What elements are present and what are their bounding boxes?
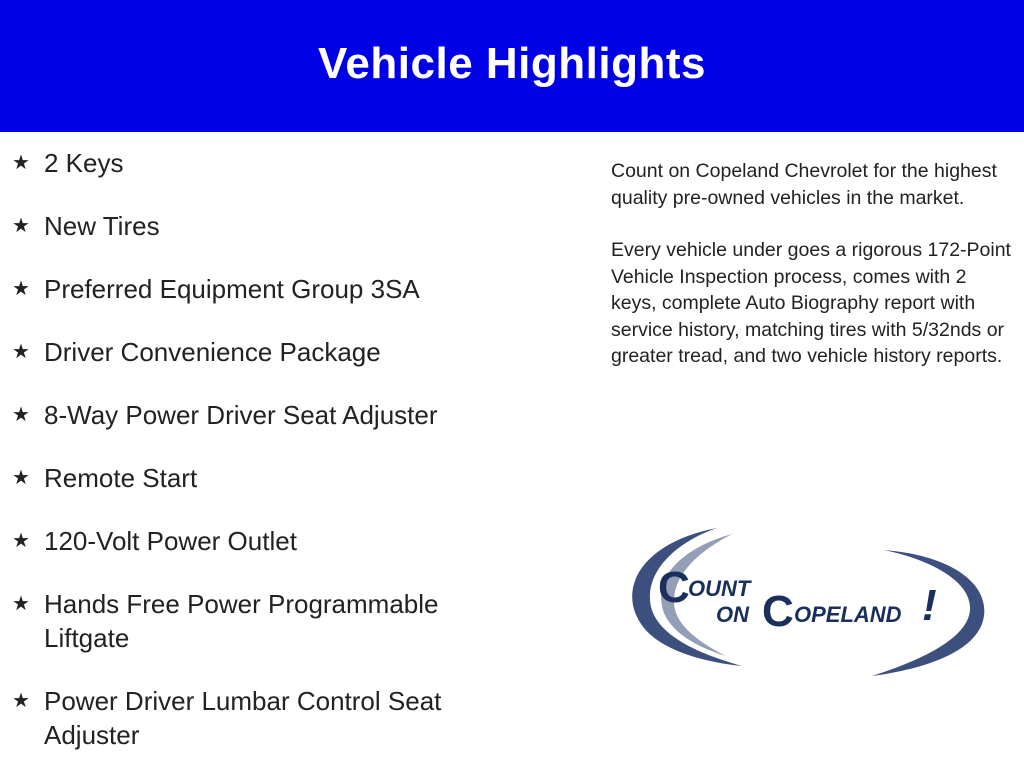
- star-icon: ★: [12, 530, 30, 552]
- feature-label: 8-Way Power Driver Seat Adjuster: [44, 400, 438, 430]
- logo-wordmark: [658, 563, 937, 636]
- list-item: [12, 209, 552, 272]
- svg-text:C: C: [658, 563, 690, 612]
- star-icon: ★: [12, 341, 30, 363]
- feature-label: New Tires: [44, 211, 160, 241]
- svg-text:!: !: [922, 581, 937, 630]
- feature-label: Remote Start: [44, 463, 198, 493]
- star-icon: ★: [12, 690, 30, 712]
- svg-text:OUNT: OUNT: [688, 576, 751, 601]
- list-item: [12, 335, 552, 398]
- logo-graphic: [622, 520, 992, 680]
- page-title: Vehicle Highlights: [318, 39, 706, 88]
- svg-text:OPELAND: OPELAND: [794, 602, 902, 627]
- promo-paragraph-quality: Count on Copeland Chevrolet for the highest quality pre-owned vehicles in the market.: [611, 160, 997, 209]
- count-on-copeland-logo: [622, 520, 992, 680]
- star-icon: ★: [12, 278, 30, 300]
- list-item: [12, 524, 552, 587]
- list-item: [12, 461, 552, 524]
- list-item: [12, 587, 552, 684]
- feature-label: 120-Volt Power Outlet: [44, 526, 297, 556]
- star-icon: ★: [12, 593, 30, 615]
- list-item: [12, 398, 552, 461]
- star-icon: ★: [12, 152, 30, 174]
- feature-label: Driver Convenience Package: [44, 337, 381, 367]
- feature-label: Power Driver Lumbar Control Seat Adjuster: [44, 686, 442, 750]
- feature-label: Preferred Equipment Group 3SA: [44, 274, 420, 304]
- promo-text: [611, 158, 1011, 396]
- header-banner: [0, 0, 1024, 132]
- star-icon: ★: [12, 467, 30, 489]
- feature-list: [12, 146, 552, 754]
- list-item: [12, 272, 552, 335]
- star-icon: ★: [12, 404, 30, 426]
- svg-text:C: C: [762, 587, 794, 636]
- list-item: [12, 146, 552, 209]
- feature-label: 2 Keys: [44, 148, 124, 178]
- promo-paragraph-inspection: Every vehicle under goes a rigorous 172-Point Vehicle Inspection process, comes with 2 keys, complete Auto Biography report with service history, matching tires with 5/32nds or greater tread, and two vehicle history reports.: [611, 239, 1011, 367]
- star-icon: ★: [12, 215, 30, 237]
- feature-label: Hands Free Power Programmable Liftgate: [44, 589, 439, 653]
- svg-text:ON: ON: [716, 602, 749, 627]
- list-item: [12, 684, 552, 754]
